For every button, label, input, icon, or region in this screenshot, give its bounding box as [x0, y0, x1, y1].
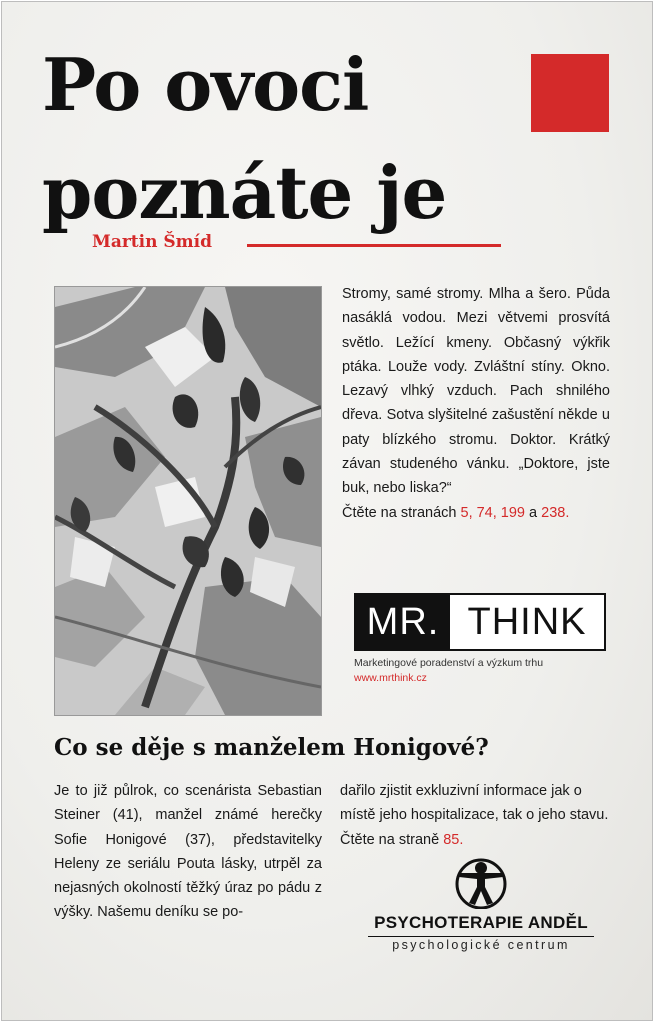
- mr-think-tagline: Marketingové poradenství a výzkum trhu: [354, 657, 544, 669]
- book-title-line-1: Po ovoci: [42, 42, 369, 127]
- article-text-col-1: Je to již půlrok, co scenárista Sebastian Steiner (41), manžel známé herečky Sofie Honigové (37), představitelky Heleny ze seriálu Pouta lásky, utrpěl za nejasných okolností těžký úraz po pádu z výšky. Našemu deníku se po-: [54, 783, 322, 921]
- psychoterapie-andel-logo: [368, 857, 594, 952]
- ref-pages-1: 5, 74, 199: [460, 504, 525, 521]
- intro-excerpt: [342, 282, 610, 525]
- red-square-mark: [531, 54, 609, 132]
- article-page-reference: 85.: [443, 831, 464, 848]
- article-column-1: [54, 779, 322, 925]
- branch-photo: [54, 286, 322, 716]
- book-cover: [1, 1, 653, 1021]
- psych-subtitle: psychologické centrum: [368, 936, 594, 952]
- article-text-col-2-body: dařilo zjistit exkluzivní informace jak o místě jeho hospitalizace, tak o jeho stavu. Čtěte na straně: [340, 783, 609, 848]
- psych-name: PSYCHOTERAPIE ANDĚL: [374, 913, 588, 932]
- author-name: Martin Šmíd: [92, 232, 212, 252]
- intro-text: Stromy, samé stromy. Mlha a šero. Půda nasáklá vodou. Mezi větvemi prosvítá světlo. Ležící kmeny. Občasný výkřik ptáka. Louže vody. Zvláštní stíny. Okno. Lezavý vlhký vzduch. Pach shnilého dřeva. Sotva slyšitelné zašustění někde u paty blízkého stromu. Doktor. Krátký závan studeného vánku. „Doktore, jste buk, nebo liska?“: [342, 286, 610, 497]
- mr-think-logo: [354, 593, 606, 651]
- ref-and: a: [529, 504, 538, 521]
- author-rule: [247, 244, 501, 247]
- branch-illustration: [55, 287, 321, 715]
- angel-figure-icon: [453, 857, 509, 909]
- mr-think-url: www.mrthink.cz: [354, 672, 427, 684]
- mr-think-logo-left: MR.: [356, 595, 450, 649]
- book-title-line-2: poznáte je: [42, 150, 447, 235]
- article-text-col-2: [340, 779, 610, 852]
- ref-pages-2: 238.: [541, 504, 570, 521]
- mr-think-logo-right: THINK: [467, 600, 587, 643]
- article-column-2: [340, 779, 610, 852]
- ref-prefix: Čtěte na stranách: [342, 504, 457, 521]
- intro-page-reference: [342, 501, 610, 525]
- article-headline: Co se děje s manželem Honigové?: [54, 734, 489, 761]
